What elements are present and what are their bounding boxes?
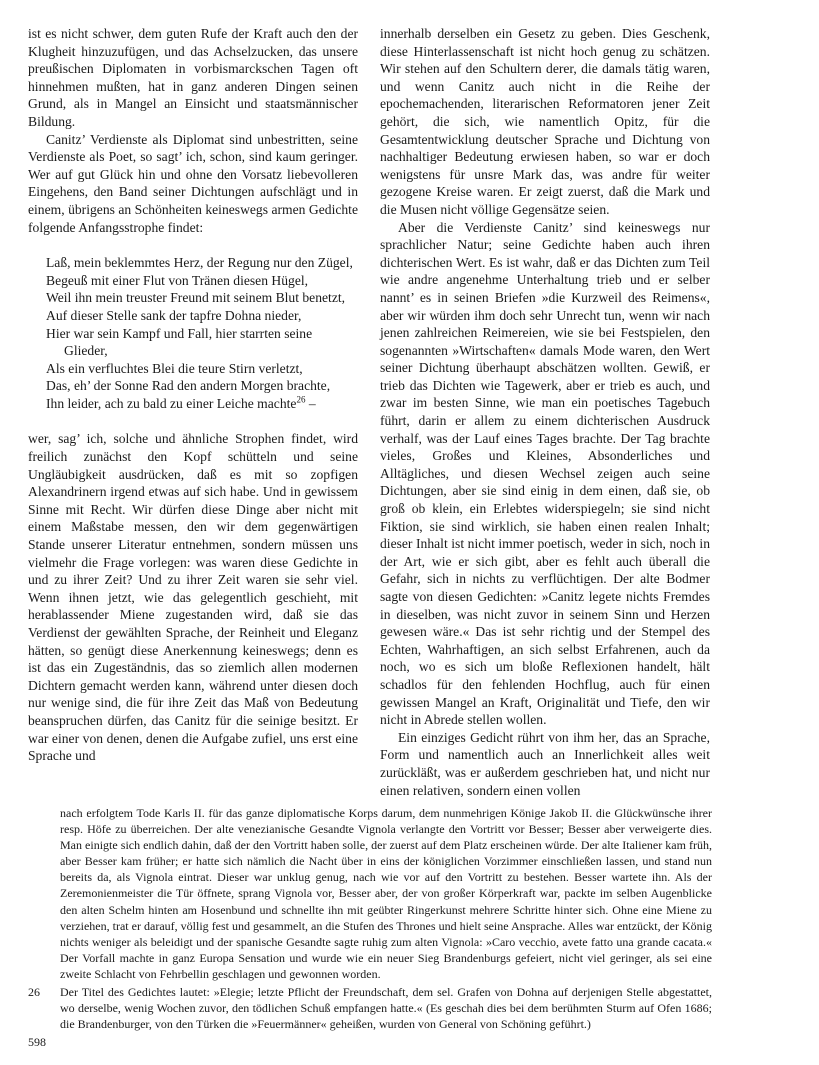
left-column [28, 25, 358, 765]
footnote-number: 26 [28, 985, 40, 1000]
footnote-ref-26: 26 [296, 394, 306, 405]
footnote-26 [28, 984, 712, 1032]
poem-line: Weil ihn mein treuster Freund mit seinem Blut benetzt, [46, 290, 346, 306]
poem-line-last [46, 395, 358, 413]
poem-stanza [46, 254, 358, 412]
poem-line: Auf dieser Stelle sank der tapfre Dohna nieder, [46, 307, 302, 323]
poem-line: Als ein verfluchtes Blei die teure Stirn verletzt, [46, 360, 303, 376]
poem-line: Hier war sein Kampf und Fall, hier starrten seine Glieder, [46, 325, 313, 359]
footnote-text: Der Titel des Gedichtes lautet: »Elegie; letzte Pflicht der Freundschaft, dem sel. Grafen von Dohna auf derjenigen Stelle abgestattet, wo derselbe, wenig Wochen zuvor, den tödlichen Schuß empfangen hatte.« (Es geschah dies bei dem berühmten Sturm auf Ofen 1686; die Brandenburger, von den Türken die »Feuermänner« geheißen, wurden von General von Schöning geführt.) [60, 985, 712, 1032]
page-number: 598 [28, 1035, 46, 1049]
poem-dash: – [305, 395, 316, 411]
left-paragraph-3: wer, sag’ ich, solche und ähnliche Strophen findet, wird freilich zunächst den Kopf schütteln und seine Ungläubigkeit ausdrücken, daß es mit so zopfigen Alexandrinern irgend etwas auf sich habe. Und in gewissem Sinne mit Recht. Wir dürfen diese Dinge aber nicht mit einem Maßstabe messen, den wir dem gegenwärtigen Stande unserer Literatur entnehmen, sondern müssen uns vielmehr die Frage vorlegen: was waren diese Gedichte in und zu ihrer Zeit? Und zu ihrer Zeit waren sie sehr viel. Wenn ihnen jetzt, wie das gelegentlich geschieht, mit herablassender Miene zugestanden wird, daß sie das Verdienst der gewählten Sprache, der Reinheit und Eleganz hätten, so genügt diese Anerkennung keineswegs; denn es ist das ein Zugeständnis, das so ziemlich allen modernen Dichtern gemacht werden kann, während unter diesen doch nur wenige sind, die für ihre Zeit das Maß von Bedeutung beanspruchen dürfen, das Canitz für die seinige besitzt. Er war einer von denen, denen die Aufgabe zufiel, uns erst eine Sprache und [28, 431, 358, 764]
poem-line: Laß, mein beklemmtes Herz, der Regung nur den Zügel, [46, 255, 353, 271]
footnotes [28, 805, 712, 1032]
poem-line: Begeuß mit einer Flut von Tränen diesen Hügel, [46, 272, 309, 288]
poem-last-text: Ihn leider, ach zu bald zu einer Leiche machte [46, 395, 297, 411]
right-column [380, 25, 710, 799]
right-paragraph-3: Ein einziges Gedicht rührt von ihm her, das an Sprache, Form und namentlich auch an Innerlichkeit alles weit zurückläßt, was er außerdem geschrieben hat, und nicht nur einen relativen, sondern einen vollen [380, 729, 710, 798]
left-paragraph-1: ist es nicht schwer, dem guten Rufe der Kraft auch den der Klugheit hinzuzufügen, und das Achselzucken, das unsere preußischen Diplomaten in vorbismarckschen Tagen oft hinnehmen mußten, hat in ganz anderen Dingen seinen Grund, als in Mangel an Einsicht und staatsmännischer Bildung. [28, 26, 358, 129]
right-paragraph-2: Aber die Verdienste Canitz’ sind keineswegs nur sprachlicher Natur; seine Gedichte haben auch ihren dichterischen Wert. Es ist wahr, daß er das Dichten zum Teil wie andre angenehme Unterhaltung trieb und er selber nannt’ es in seinen Briefen »die Kurzweil des Reimens«, aber wir würden ihm doch sehr Unrecht tun, wenn wir nach jenen zahlreichen Reimereien, wie sie bei Festspielen, den sogenannten »Wirtschaften« damals Mode waren, den Wert seiner Dichtung überhaupt abschätzen wollten. Gewiß, er trieb das Dichten wie Tagewerk, aber er trieb es auch, und zwar im besten Sinne, wie man ein poetisches Tagebuch führt, darin er allem zu einem dichterischen Ausdruck verhalf, was der Lauf eines Tages brachte. Der Tag brachte vieles, Großes und Kleines, Absonderliches und Alltägliches, und diesen Wechsel zeigen auch seine Dichtungen, aber sie sind einig in dem einen, daß sie, ob groß ob klein, ein Erlebtes widerspiegeln; sie sind nicht Fiktion, sie sind wirklich, sie haben einen realen Inhalt; dieser Inhalt ist nicht immer poetisch, weder in sich, noch in der Art, wie er sich gibt, aber es fehlt auch überall die Gefahr, sich in nichts zu verflüchtigen. Der alte Bodmer sagte von diesen Gedichten: »Canitz legete nichts Fremdes in dieselben, was nicht zuvor in seinem Sinn und Herzen gewesen wäre.« Das ist sehr richtig und der Stempel des Echten, Wahrhaftigen, an sich selbst Erfahrenen, auch da noch, wo es sich um bloße Reflexionen handelt, hält schadlos für den fehlenden Hochflug, auch für einen gewissen Mangel an Kraft, Originalität und Tiefe, den wir nicht in Abrede stellen wollen. [380, 219, 710, 728]
poem-line: Das, eh’ der Sonne Rad den andern Morgen brachte, [46, 378, 331, 394]
right-paragraph-1: innerhalb derselben ein Gesetz zu geben. Dies Geschenk, diese Hinterlassenschaft ist nicht hoch genug zu schätzen. Wir stehen auf den Schultern derer, die damals tätig waren, und wenn Canitz auch nicht in die Reihe der epochemachenden, literarischen Reformatoren jener Zeit gehört, die sich, wie namentlich Opitz, für die Gesamtentwicklung deutscher Sprache und Dichtung von nachhaltiger Bedeutung erwiesen haben, so war er doch wenigstens für unsre Mark das, was andre für weiter gezogene Kreise waren. Er zeigt zuerst, daß die Mark und die Musen nicht völlige Gegensätze seien. [380, 26, 710, 217]
left-paragraph-2: Canitz’ Verdienste als Diplomat sind unbestritten, seine Verdienste als Poet, so sagt’ ich, schon, sind kaum geringer. Wer auf gut Glück hin und ohne den Vorsatz liebevolleren Eingehens, den Band seiner Dichtungen aufschlägt und in einem, übrigens an Schönheiten keineswegs armen Gedichte folgende Anfangsstrophe findet: [28, 131, 358, 235]
footnote-continuation: nach erfolgtem Tode Karls II. für das ganze diplomatische Korps darum, dem nunmehrigen Könige Jakob II. die Glückwünsche ihrer resp. Höfe zu überreichen. Der alte venezianische Gesandte Vignola verlangte den Vortritt vor Besser; Besser aber verweigerte dies. Man einigte sich endlich dahin, daß der den Vortritt haben solle, der zuerst auf dem Platz erscheinen würde. Der alte Italiener kam früh, aber Besser kam früher; er hatte sich nämlich die Nacht über in eins der königlichen Vorzimmer einschließen lassen, und stand nun bereits da, als Vignola eintrat. Dieser war unklug genug, nach wie vor auf den Vortritt zu bestehen. Besser wartete ihn. Als der Zeremonienmeister die Tür öffnete, sprang Vignola vor, Besser aber, der von großer Körperkraft war, packte im selben Augenblicke den alten Schelm hinten am Hosenbund und schnellte ihn mit geübter Ringerkunst mehrere Schritte hinter sich. Ohne eine Miene zu verziehen, trat er darauf, völlig fest und gesammelt, an die Stufen des Thrones und hielt seine Ansprache. Alles war entzückt, der König nichts weniger als beleidigt und der spanische Gesandte sagte ruhig zum alten Vignola: »Caro vecchio, avete fatto una grande cacata.« Der Vorfall machte in ganz Europa Sensation und wurde wie ein neuer Sieg Brandenburgs gefeiert, nicht viel geringer, als sei eine zweite Schlacht von Fehrbellin geschlagen und gewonnen worden. [60, 806, 712, 981]
